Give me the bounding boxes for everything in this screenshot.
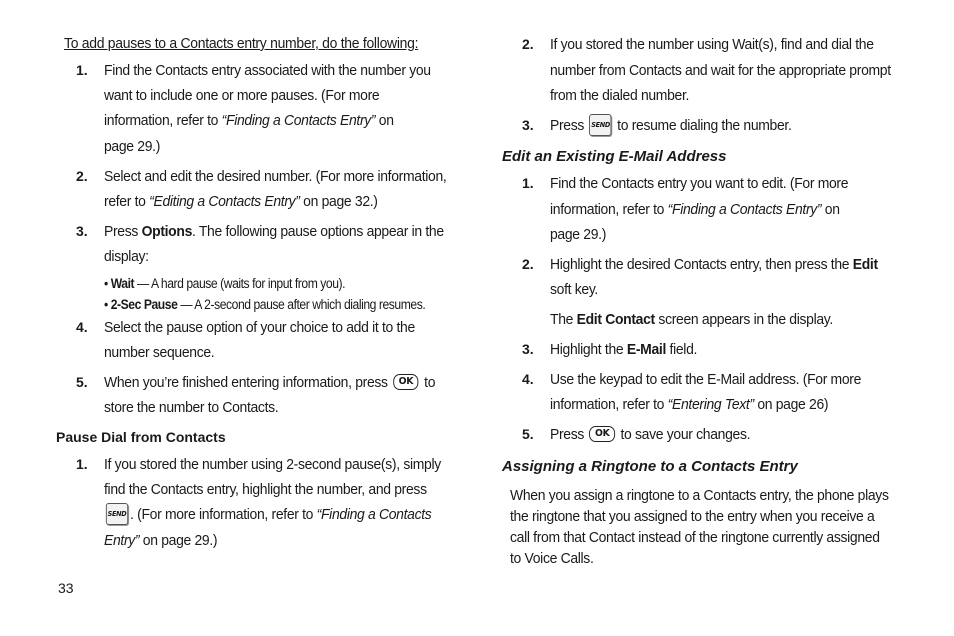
email-step-line: Highlight the E-Mail field. [550, 341, 698, 358]
step-number: 2. [522, 256, 534, 272]
wait-step-line: from the dialed number. [550, 87, 690, 104]
cross-reference: “Finding a Contacts Entry” [221, 112, 376, 129]
intro-text: To add pauses to a Contacts entry number, do the following: [64, 35, 419, 52]
wait-step-line: number from Contacts and wait for the appropriate prompt [550, 62, 891, 79]
section-heading: Edit an Existing E-Mail Address [502, 148, 727, 165]
cross-reference: “Entering Text” [667, 396, 754, 413]
email-step-line: page 29.) [550, 226, 607, 243]
step-number: 1. [522, 175, 534, 191]
step-number: 3. [522, 341, 534, 357]
step-4-line: Select the pause option of your choice to add it to the [104, 319, 415, 336]
ringtone-paragraph-line: call from that Contact instead of the ringtone currently assigned [510, 529, 880, 546]
dial-step-line: Entry” on page 29.) [104, 532, 218, 549]
step-5-line: When you’re finished entering information, press OK to [104, 374, 436, 391]
send-key-icon: SEND [106, 503, 128, 525]
email-step-line: Find the Contacts entry you want to edit. (For more [550, 175, 849, 192]
step-5-line: store the number to Contacts. [104, 399, 279, 416]
email-step-line: information, refer to “Finding a Contacts Entry” on [550, 201, 840, 218]
step-number: 3. [76, 223, 88, 239]
step-number: 3. [522, 117, 534, 133]
step-1-line: Find the Contacts entry associated with the number you [104, 62, 431, 79]
step-number: 4. [76, 319, 88, 335]
step-number: 4. [522, 371, 534, 387]
dial-step-line: SEND . (For more information, refer to “Finding a Contacts [104, 502, 431, 527]
bullet-2-sec-pause: • 2-Sec Pause — A 2-second pause after which dialing resumes. [104, 297, 426, 312]
step-1-line: page 29.) [104, 138, 161, 155]
email-step-line: Use the keypad to edit the E-Mail address. (For more [550, 371, 862, 388]
email-field-label: E-Mail [626, 341, 667, 358]
step-number: 1. [76, 456, 88, 472]
email-step-line: soft key. [550, 281, 598, 298]
step-4-line: number sequence. [104, 344, 215, 361]
ringtone-paragraph-line: the ringtone that you assigned to the entry when you receive a [510, 508, 875, 525]
cross-reference: “Finding a Contacts [316, 506, 432, 523]
step-2-line: Select and edit the desired number. (For more information, [104, 168, 447, 185]
step-1-line: information, refer to “Finding a Contacts Entry” on [104, 112, 394, 129]
wait-step-line: Press SEND to resume dialing the number. [550, 113, 792, 138]
cross-reference: “Finding a Contacts Entry” [667, 201, 822, 218]
step-number: 1. [76, 62, 88, 78]
dial-step-line: If you stored the number using 2-second pause(s), simply [104, 456, 441, 473]
section-heading: Pause Dial from Contacts [56, 429, 226, 445]
ringtone-paragraph-line: to Voice Calls. [510, 550, 594, 567]
dial-step-line: find the Contacts entry, highlight the number, and press [104, 481, 427, 498]
step-number: 2. [76, 168, 88, 184]
ok-key-icon: OK [393, 374, 419, 390]
bullet-wait: • Wait — A hard pause (waits for input from you). [104, 276, 346, 291]
edit-key-label: Edit [852, 256, 878, 273]
section-heading: Assigning a Ringtone to a Contacts Entry [502, 458, 798, 475]
ok-key-icon: OK [589, 426, 615, 442]
send-key-icon: SEND [589, 114, 611, 136]
step-number: 5. [522, 426, 534, 442]
wait-step-line: If you stored the number using Wait(s), find and dial the [550, 36, 874, 53]
email-step-line: information, refer to “Entering Text” on page 26) [550, 396, 829, 413]
options-key-label: Options [141, 223, 193, 240]
step-3-line: display: [104, 248, 149, 265]
step-1-line: want to include one or more pauses. (For more [104, 87, 380, 104]
step-3-line: Press Options. The following pause options appear in the [104, 223, 444, 240]
page-number: 33 [58, 580, 74, 596]
cross-reference: “Editing a Contacts Entry” [149, 193, 300, 210]
step-number: 5. [76, 374, 88, 390]
email-step-line: Press OK to save your changes. [550, 426, 751, 443]
step-number: 2. [522, 36, 534, 52]
email-step-note: The Edit Contact screen appears in the display. [550, 311, 833, 328]
ringtone-paragraph-line: When you assign a ringtone to a Contacts entry, the phone plays [510, 487, 889, 504]
email-step-line: Highlight the desired Contacts entry, then press the Edit [550, 256, 878, 273]
step-2-line: refer to “Editing a Contacts Entry” on page 32.) [104, 193, 378, 210]
